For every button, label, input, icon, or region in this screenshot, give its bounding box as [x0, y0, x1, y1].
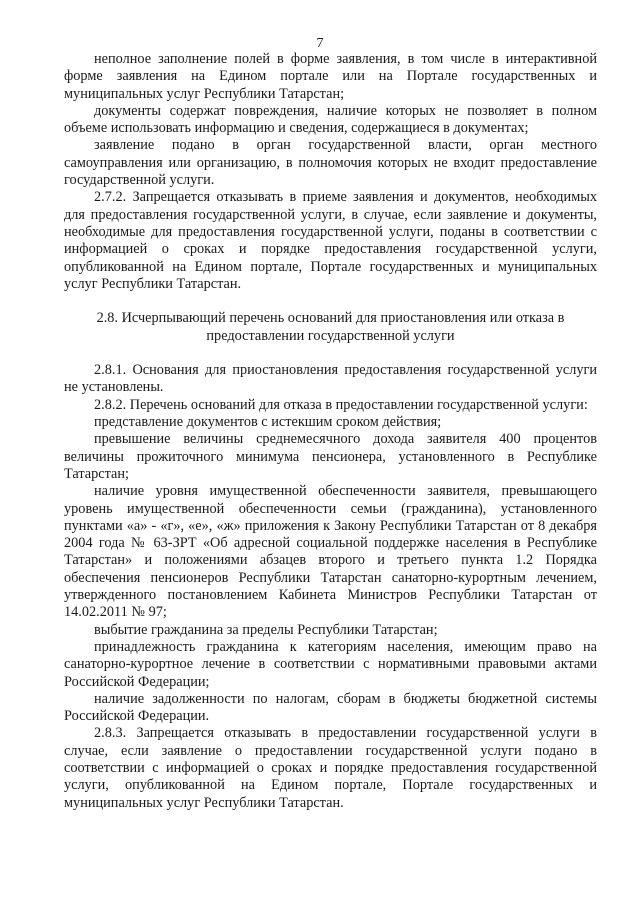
- document-body: [64, 51, 597, 812]
- paragraph: 2.8.1. Основания для приостановления предоставления государственной услуги не установлены.: [64, 362, 597, 396]
- paragraph: неполное заполнение полей в форме заявления, в том числе в интерактивной форме заявления на Едином портале или на Портале государственных и муниципальных услуг Республики Татарстан;: [64, 51, 597, 102]
- paragraph: наличие задолженности по налогам, сборам в бюджеты бюджетной системы Российской Федерации.: [64, 690, 597, 725]
- paragraph: заявление подано в орган государственной власти, орган местного самоуправления или организацию, в полномочия которых не входит предоставление государственной услуги.: [64, 137, 597, 189]
- paragraph: 2.8.2. Перечень оснований для отказа в предоставлении государственной услуги:: [94, 396, 588, 413]
- paragraph: принадлежность гражданина к категориям населения, имеющим право на санаторно-курортное лечение в соответствии с нормативными правовыми актами Российской Федерации;: [64, 638, 597, 690]
- section-heading: 2.8. Исчерпывающий перечень оснований для приостановления или отказа в предоставлении государственной услуги: [96, 310, 565, 344]
- paragraph: документы содержат повреждения, наличие которых не позволяет в полном объеме использовать информацию и сведения, содержащиеся в документах;: [64, 102, 597, 137]
- paragraph: превышение величины среднемесячного дохода заявителя 400 процентов величины прожиточного минимума пенсионера, установленного в Республике Татарстан;: [64, 431, 597, 482]
- paragraph: наличие уровня имущественной обеспеченности заявителя, превышающего уровень имущественной обеспеченности семьи (гражданина), установленного пунктами «а» - «г», «е», «ж» приложения к Закону Республики Татарстан от 8 декабря 2004 года № 63-ЗРТ «Об адресной социальной поддержке населения в Республике Татарстан» и положениями абзацев второго и третьего пункта 1.2 Порядка обеспечения пенсионеров Республики Татарстан санаторно-курортным лечением, утвержденного постановлением Кабинета Министров Республики Татарстан от 14.02.2011 № 97;: [64, 483, 597, 621]
- page-number: 7: [316, 36, 324, 51]
- paragraph: представление документов с истекшим сроком действия;: [94, 414, 442, 431]
- paragraph: 2.8.3. Запрещается отказывать в предоставлении государственной услуги в случае, если заявление о предоставлении государственной услуги подано в соответствии с информацией о сроках и порядке предоставления государственной услуги, опубликованной на Едином портале, Портале государственных и муниципальных услуг Республики Татарстан.: [64, 725, 597, 811]
- paragraph: 2.7.2. Запрещается отказывать в приеме заявления и документов, необходимых для предоставления государственной услуги, в случае, если заявление и документы, необходимые для предоставления государственной услуги, поданы в соответствии с информацией о сроках и порядке предоставления государственной услуги, опубликованной на Едином портале, Портале государственных и муниципальных услуг Республики Татарстан.: [64, 189, 597, 292]
- paragraph: выбытие гражданина за пределы Республики Татарстан;: [94, 621, 438, 638]
